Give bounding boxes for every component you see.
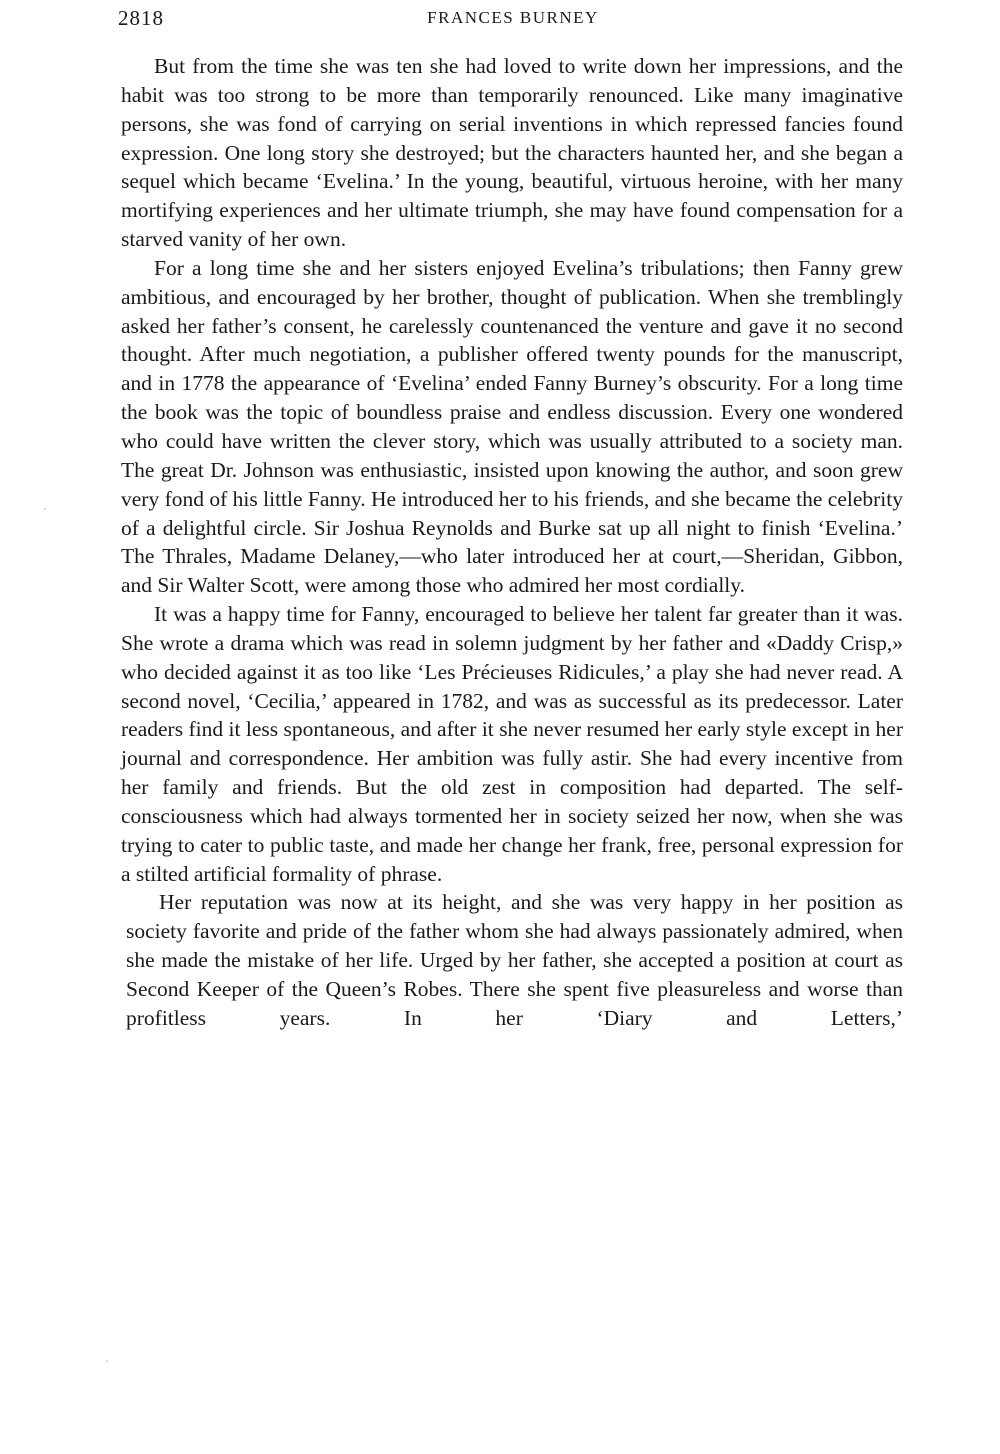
- paragraph: But from the time she was ten she had loved to write down her impressions, and the habit was too strong to be more than temporarily renounced. Like many imaginative persons, she was fond of carrying on serial inventions in which repressed fancies found expression. One long story she destroyed; but the characters haunted her, and she began a sequel which became ‘Evelina.’ In the young, beautiful, virtuous heroine, with her many mortifying experiences and her ultimate triumph, she may have found compensation for a starved vanity of her own.: [121, 54, 903, 252]
- body-text: [121, 52, 903, 1033]
- page-number: 2818: [118, 6, 164, 30]
- page-header: [118, 6, 908, 34]
- scan-speck: [106, 1360, 108, 1362]
- paragraph: For a long time she and her sisters enjoyed Evelina’s tribulations; then Fanny grew ambitious, and encouraged by her brother, thought of publication. When she tremblingly asked her father’s consent, he carelessly countenanced the venture and gave it no second thought. After much negotiation, a publisher offered twenty pounds for the manuscript, and in 1778 the appearance of ‘Evelina’ ended Fanny Burney’s obscurity. For a long time the book was the topic of boundless praise and endless discussion. Every one wondered who could have written the clever story, which was usually attributed to a society man. The great Dr. Johnson was enthusiastic, insisted upon knowing the author, and soon grew very fond of his little Fanny. He introduced her to his friends, and she became the celebrity of a delightful circle. Sir Joshua Reynolds and Burke sat up all night to finish ‘Evelina.’ The Thrales, Madame Delaney,—who later introduced her at court,—Sheridan, Gibbon, and Sir Walter Scott, were among those who admired her most cordially.: [121, 255, 903, 598]
- paragraph: It was a happy time for Fanny, encouraged to believe her talent far greater than it was. She wrote a drama which was read in solemn judgment by her father and «Daddy Crisp,» who decided against it as too like ‘Les Précieuses Ridicules,’ a play she had never read. A second novel, ‘Cecilia,’ appeared in 1782, and was as successful as its predecessor. Later readers find it less spontaneous, and after it she never resumed her early style except in her journal and correspondence. Her ambition was fully astir. She had every incentive from her family and friends. But the old zest in composition had departed. The self-consciousness which had always tormented her in society seized her now, when she was trying to cater to public taste, and made her change her frank, free, personal expression for a stilted artificial formality of phrase.: [121, 602, 903, 886]
- paragraph: Her reputation was now at its height, and she was very happy in her position as society favorite and pride of the father whom she had always passionately admired, when she made the mistake of her life. Urged by her father, she accepted a position at court as Second Keeper of the Queen’s Robes. There she spent five pleasureless and worse than profitless years. In her ‘Diary and Letters,’: [126, 890, 903, 1030]
- running-head: FRANCES BURNEY: [427, 8, 599, 27]
- scan-speck: [44, 508, 46, 510]
